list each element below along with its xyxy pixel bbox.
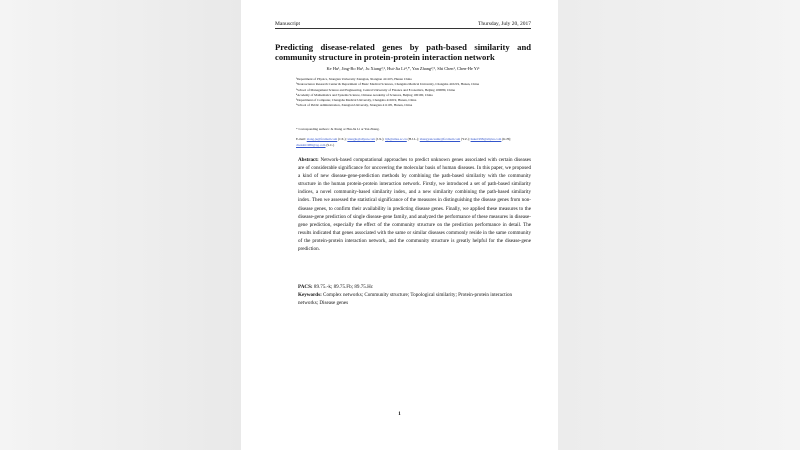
- email-link[interactable]: chenshi1980@qq.com: [296, 142, 326, 147]
- email-link[interactable]: zhangyancsumr@foxmail.com: [419, 137, 461, 141]
- corresponding-authors: * Corresponding authors: Ju Xiang or Hui-Jia Li or Yan Zhang.: [296, 127, 380, 131]
- affiliation: ⁶School of Public Administration, Xiangtan University, Xiangtan 411105, Hunan, China: [296, 103, 413, 108]
- email-owner: (J.X.);: [374, 137, 386, 141]
- affiliation: ³School of Management Science and Engineering, Central University of Finance and Economics, Beijing 100080, China: [296, 87, 455, 92]
- keywords-block: [298, 283, 531, 307]
- document-page: [241, 0, 558, 450]
- affiliation: ¹Department of Physics, Xiangtan University Xiangtan, Xiangtan 411105, Hunan China: [296, 77, 412, 81]
- affiliation: ⁵Department of Computer, Changsha Medical University, Changsha 410219, Hunan, China: [296, 98, 417, 103]
- email-owner: (H.J.L.);: [406, 137, 420, 141]
- email-owner: (S.C.): [325, 142, 335, 147]
- abstract-text: Network-based computational approaches to predict unknown genes associated with certain diseases are of considerable significance for uncovering the molecular basis of human diseases. In this paper, we proposed a kind of new disease-gene-prediction methods by combining the path-based similarity with the community structure in the human protein-protein interaction network. Firstly, we introduced a set of path-based similarity indices, a novel community-based similarity index, and a new similarity combining the path-based similarity index. Then we assessed the statistical significance of the measures in distinguishing the disease genes from non-disease genes, to confirm their availability in predicting disease genes. Finally, we applied these measures to the disease-gene prediction of single disease-gene family, and analyzed the performance of these measures in disease-gene prediction, especially the effect of the community structure on the prediction performance in detail. The results indicated that genes associated with the same or similar diseases commonly reside in the same community of the protein-protein interaction network, and the community structure is greatly helpful for the disease-gene prediction.: [298, 157, 531, 253]
- affiliations: [296, 77, 531, 109]
- abstract: [298, 156, 531, 253]
- email-owner: (K.H);: [501, 137, 511, 141]
- keywords-label: Keywords:: [298, 292, 322, 299]
- header-date: Thursday, July 20, 2017: [478, 21, 531, 27]
- email-link[interactable]: lijh@amss.ac.cn: [385, 137, 407, 141]
- affiliation: ⁴Academy of Mathematics and Systems Science, Chinese Academy of Sciences, Beijing 100190, China: [296, 92, 433, 97]
- email-label: E-mail:: [296, 137, 306, 141]
- pacs-text: 89.75.-k; 89.75.Fb; 89.75.Hc: [312, 284, 374, 290]
- email-list: [296, 137, 531, 148]
- page-number: 1: [398, 411, 401, 417]
- email-owner: (J.X.);: [337, 137, 348, 141]
- email-link[interactable]: xiang.ju@foxmail.com: [306, 137, 338, 141]
- keywords-text: Complex networks; Community structure; Topological similarity; Protein-protein interaction networks; Disease genes: [298, 292, 513, 307]
- paper-title: Predicting disease-related genes by path-based similarity and community structure in protein-protein interaction network: [275, 42, 531, 62]
- author-list: Ke Hu¹, Jing-Bo Hu¹, Ju Xiang²,³, Hui-Jia Li⁴,*, Yan Zhang²,⁵, Shi Chen¹, Chen-He Yi⁶: [326, 66, 480, 71]
- email-link[interactable]: xiangju@aliyun.com: [347, 137, 375, 141]
- running-header: [275, 21, 531, 29]
- email-owner: (Y.Z.);: [460, 137, 471, 141]
- header-label: Manuscript: [275, 21, 301, 27]
- pacs-label: PACS:: [298, 284, 313, 290]
- email-link[interactable]: huke1998@aliyun.com: [470, 137, 502, 141]
- abstract-label: Abstract:: [298, 157, 319, 163]
- affiliation: ²Neuroscience Research Center & Department of Basic Medical Sciences, Changsha Medical University, Changsha 410219, Hunan, China: [296, 82, 480, 87]
